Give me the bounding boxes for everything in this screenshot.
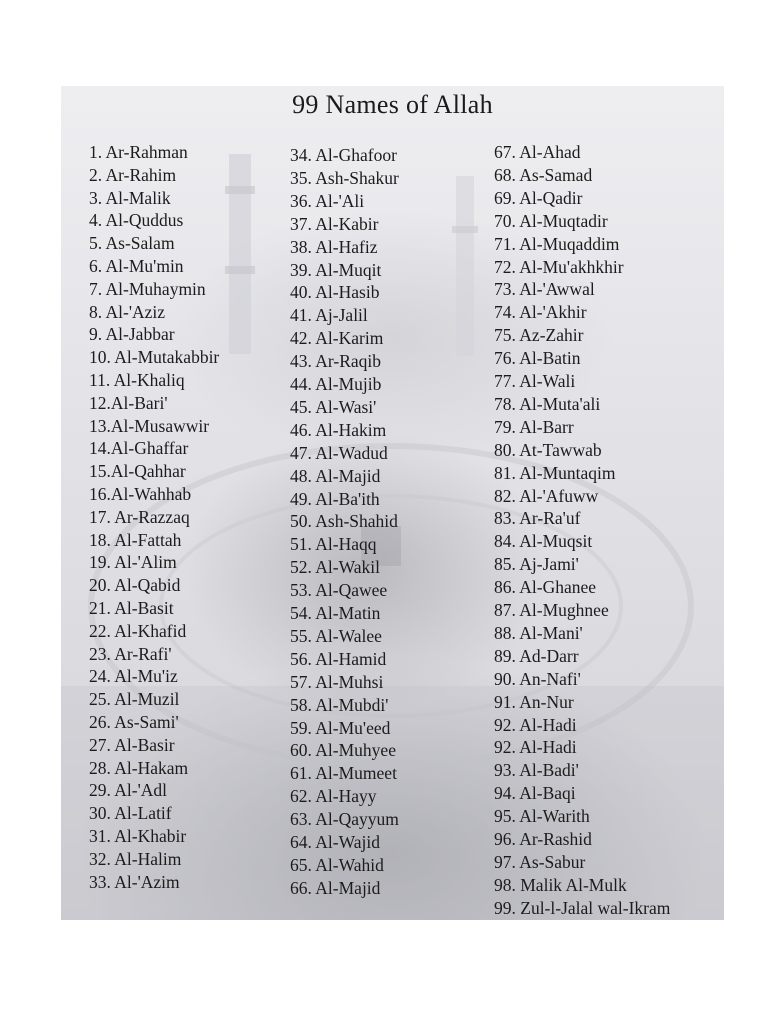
name-item: 42. Al-Karim xyxy=(290,328,384,349)
name-item: 48. Al-Majid xyxy=(290,465,381,486)
name-item: 26. As-Sami' xyxy=(89,712,179,732)
name-item: 89. Ad-Darr xyxy=(494,645,579,666)
name-item: 11. Al-Khaliq xyxy=(89,370,185,390)
name-item: 3. Al-Malik xyxy=(89,187,171,208)
name-item: 82. Al-'Afuww xyxy=(494,485,599,506)
name-item: 73. Al-'Awwal xyxy=(494,279,595,300)
name-item: 31. Al-Khabir xyxy=(89,826,187,846)
name-item: 66. Al-Majid xyxy=(290,877,381,898)
name-item: 33. Al-'Azim xyxy=(89,871,180,892)
name-item: 77. Al-Wali xyxy=(494,371,576,391)
name-item: 80. At-Tawwab xyxy=(494,439,602,460)
name-item: 41. Aj-Jalil xyxy=(290,305,368,326)
name-item: 74. Al-'Akhir xyxy=(494,302,587,323)
name-item: 86. Al-Ghanee xyxy=(494,577,597,598)
name-item: 75. Az-Zahir xyxy=(494,325,584,346)
name-item: 59. Al-Mu'eed xyxy=(290,717,391,738)
name-item: 64. Al-Wajid xyxy=(290,832,380,852)
name-item: 55. Al-Walee xyxy=(290,625,382,646)
name-item: 45. Al-Wasi' xyxy=(290,396,377,417)
name-item: 95. Al-Warith xyxy=(494,806,590,827)
name-item: 67. Al-Ahad xyxy=(494,142,581,162)
name-item: 34. Al-Ghafoor xyxy=(290,145,397,165)
name-item: 56. Al-Hamid xyxy=(290,648,387,669)
name-item: 35. Ash-Shakur xyxy=(290,167,399,188)
name-item: 91. An-Nur xyxy=(494,691,574,712)
name-item: 94. Al-Baqi xyxy=(494,783,576,804)
name-item: 28. Al-Hakam xyxy=(89,757,189,778)
name-item: 10. Al-Mutakabbir xyxy=(89,347,220,368)
name-item: 29. Al-'Adl xyxy=(89,780,168,801)
name-item: 90. An-Nafi' xyxy=(494,668,581,689)
name-item: 9. Al-Jabbar xyxy=(89,324,175,345)
name-item: 63. Al-Qayyum xyxy=(290,809,399,830)
name-item: 19. Al-'Alim xyxy=(89,552,177,573)
page-title: 99 Names of Allah xyxy=(292,90,493,119)
name-item: 22. Al-Khafid xyxy=(89,620,187,641)
name-item: 52. Al-Wakil xyxy=(290,557,380,578)
name-item: 76. Al-Batin xyxy=(494,348,581,369)
name-item: 68. As-Samad xyxy=(494,164,593,185)
name-item: 87. Al-Mughnee xyxy=(494,600,609,620)
name-item: 1. Ar-Rahman xyxy=(89,142,188,162)
name-item: 99. Zul-l-Jalal wal-Ikram xyxy=(494,897,671,918)
name-item: 54. Al-Matin xyxy=(290,603,381,623)
name-item: 46. Al-Hakim xyxy=(290,419,387,440)
name-item: 92. Al-Hadi xyxy=(494,737,577,758)
name-item: 12.Al-Bari' xyxy=(89,392,168,413)
name-item: 39. Al-Muqit xyxy=(290,259,382,280)
name-item: 53. Al-Qawee xyxy=(290,580,388,601)
name-item: 60. Al-Muhyee xyxy=(290,740,396,761)
name-item: 30. Al-Latif xyxy=(89,803,172,824)
name-item: 38. Al-Hafiz xyxy=(290,236,378,257)
name-item: 61. Al-Mumeet xyxy=(290,763,397,784)
name-item: 98. Malik Al-Mulk xyxy=(494,874,627,895)
name-item: 92. Al-Hadi xyxy=(494,714,577,735)
name-item: 78. Al-Muta'ali xyxy=(494,393,601,414)
name-item: 50. Ash-Shahid xyxy=(290,511,398,532)
name-item: 37. Al-Kabir xyxy=(290,213,379,234)
name-item: 18. Al-Fattah xyxy=(89,529,182,550)
name-item: 88. Al-Mani' xyxy=(494,622,583,643)
name-item: 70. Al-Muqtadir xyxy=(494,210,608,231)
name-item: 6. Al-Mu'min xyxy=(89,256,184,276)
name-item: 71. Al-Muqaddim xyxy=(494,233,620,254)
name-item: 58. Al-Mubdi' xyxy=(290,694,389,715)
name-item: 32. Al-Halim xyxy=(89,848,182,869)
name-item: 21. Al-Basit xyxy=(89,598,174,618)
name-item: 27. Al-Basir xyxy=(89,734,175,755)
name-item: 17. Ar-Razzaq xyxy=(89,506,190,527)
name-item: 24. Al-Mu'iz xyxy=(89,666,178,687)
name-item: 97. As-Sabur xyxy=(494,851,586,872)
name-item: 81. Al-Muntaqim xyxy=(494,462,616,483)
name-item: 93. Al-Badi' xyxy=(494,760,579,781)
name-item: 5. As-Salam xyxy=(89,233,175,254)
name-item: 51. Al-Haqq xyxy=(290,534,377,555)
name-item: 65. Al-Wahid xyxy=(290,854,384,875)
name-item: 69. Al-Qadir xyxy=(494,187,583,208)
name-item: 15.Al-Qahhar xyxy=(89,461,186,482)
name-item: 2. Ar-Rahim xyxy=(89,164,177,185)
name-item: 44. Al-Mujib xyxy=(290,374,382,394)
poster xyxy=(61,86,724,920)
name-item: 16.Al-Wahhab xyxy=(89,484,192,504)
name-item: 57. Al-Muhsi xyxy=(290,671,384,692)
name-item: 43. Ar-Raqib xyxy=(290,351,382,372)
name-item: 49. Al-Ba'ith xyxy=(290,488,380,509)
name-item: 79. Al-Barr xyxy=(494,416,574,437)
name-item: 4. Al-Quddus xyxy=(89,210,184,231)
name-item: 62. Al-Hayy xyxy=(290,786,377,807)
name-item: 25. Al-Muzil xyxy=(89,689,180,710)
name-item: 23. Ar-Rafi' xyxy=(89,643,172,664)
name-item: 7. Al-Muhaymin xyxy=(89,278,206,299)
name-item: 83. Ar-Ra'uf xyxy=(494,508,581,529)
name-item: 47. Al-Wadud xyxy=(290,442,388,463)
name-item: 72. Al-Mu'akhkhir xyxy=(494,256,624,277)
name-item: 84. Al-Muqsit xyxy=(494,531,593,552)
name-item: 14.Al-Ghaffar xyxy=(89,438,189,459)
name-item: 8. Al-'Aziz xyxy=(89,301,166,322)
name-item: 40. Al-Hasib xyxy=(290,282,380,303)
name-item: 36. Al-'Ali xyxy=(290,190,365,211)
name-item: 13.Al-Musawwir xyxy=(89,415,210,436)
name-item: 85. Aj-Jami' xyxy=(494,554,579,575)
name-item: 96. Ar-Rashid xyxy=(494,829,592,849)
name-item: 20. Al-Qabid xyxy=(89,575,181,596)
